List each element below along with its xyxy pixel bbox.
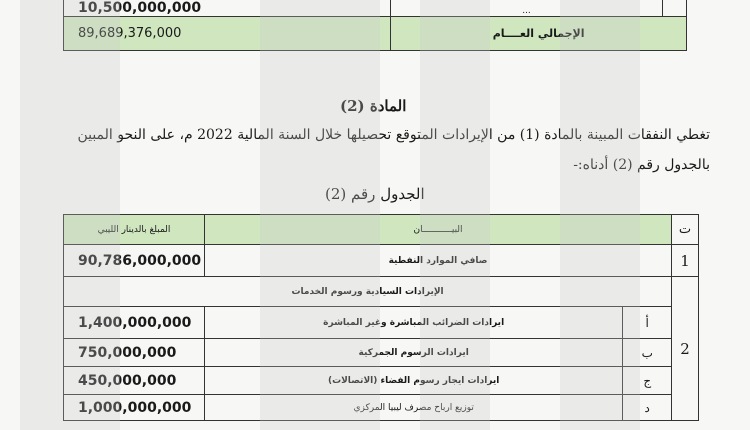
partial-label: ... (391, 0, 663, 17)
section-title: الإيرادات السيادية ورسوم الخدمات (64, 277, 672, 307)
table-row (64, 395, 699, 421)
sub-desc: ايرادات الرسوم الجمركية (204, 339, 622, 367)
sub-letter: ب (623, 339, 672, 367)
row1-num: 1 (672, 245, 699, 277)
header-desc: البيـــــــــــان (204, 215, 671, 245)
total-table (63, 0, 687, 51)
article-line-2: بالجدول رقم (2) أدناه:- (573, 157, 710, 173)
table-row (64, 307, 699, 339)
row2-num: 2 (672, 277, 699, 421)
row1-desc: صافي الموارد النفطية (204, 245, 671, 277)
sub-amount: 1,400,000,000 (64, 307, 205, 339)
sub-desc: ايرادات ايجار رسوم الفضاء (الاتصالات) (204, 367, 622, 395)
revenue-table (63, 214, 699, 421)
sub-desc: ايرادات الضرائب المباشرة وغير المباشرة (204, 307, 622, 339)
sub-letter: د (623, 395, 672, 421)
row1-amount: 90,786,000,000 (64, 245, 205, 277)
table-row (64, 277, 699, 307)
sub-amount: 450,000,000 (64, 367, 205, 395)
header-num: ت (672, 215, 699, 245)
sub-amount: 1,000,000,000 (64, 395, 205, 421)
article-heading: المادة (2) (340, 97, 407, 115)
sub-amount: 750,000,000 (64, 339, 205, 367)
sub-letter: أ (623, 307, 672, 339)
total-label: الإجمالي العــــام (391, 17, 687, 51)
sub-letter: ج (623, 367, 672, 395)
total-amount: 89,689,376,000 (64, 17, 391, 51)
table-row (64, 245, 699, 277)
table-row (64, 367, 699, 395)
table-header-row (64, 215, 699, 245)
sub-desc: توزيع ارباح مصرف ليبيا المركزي (204, 395, 622, 421)
table-caption: الجدول رقم (2) (325, 185, 425, 203)
header-amount: المبلغ بالدينار الليبي (64, 215, 205, 245)
table-row (64, 339, 699, 367)
partial-amount: 10,500,000,000 (64, 0, 391, 17)
article-line-1: تغطي النفقات المبينة بالمادة (1) من الإيرادات المتوقع تحصيلها خلال السنة المالية 2022 م، على النحو المبين (77, 127, 710, 143)
